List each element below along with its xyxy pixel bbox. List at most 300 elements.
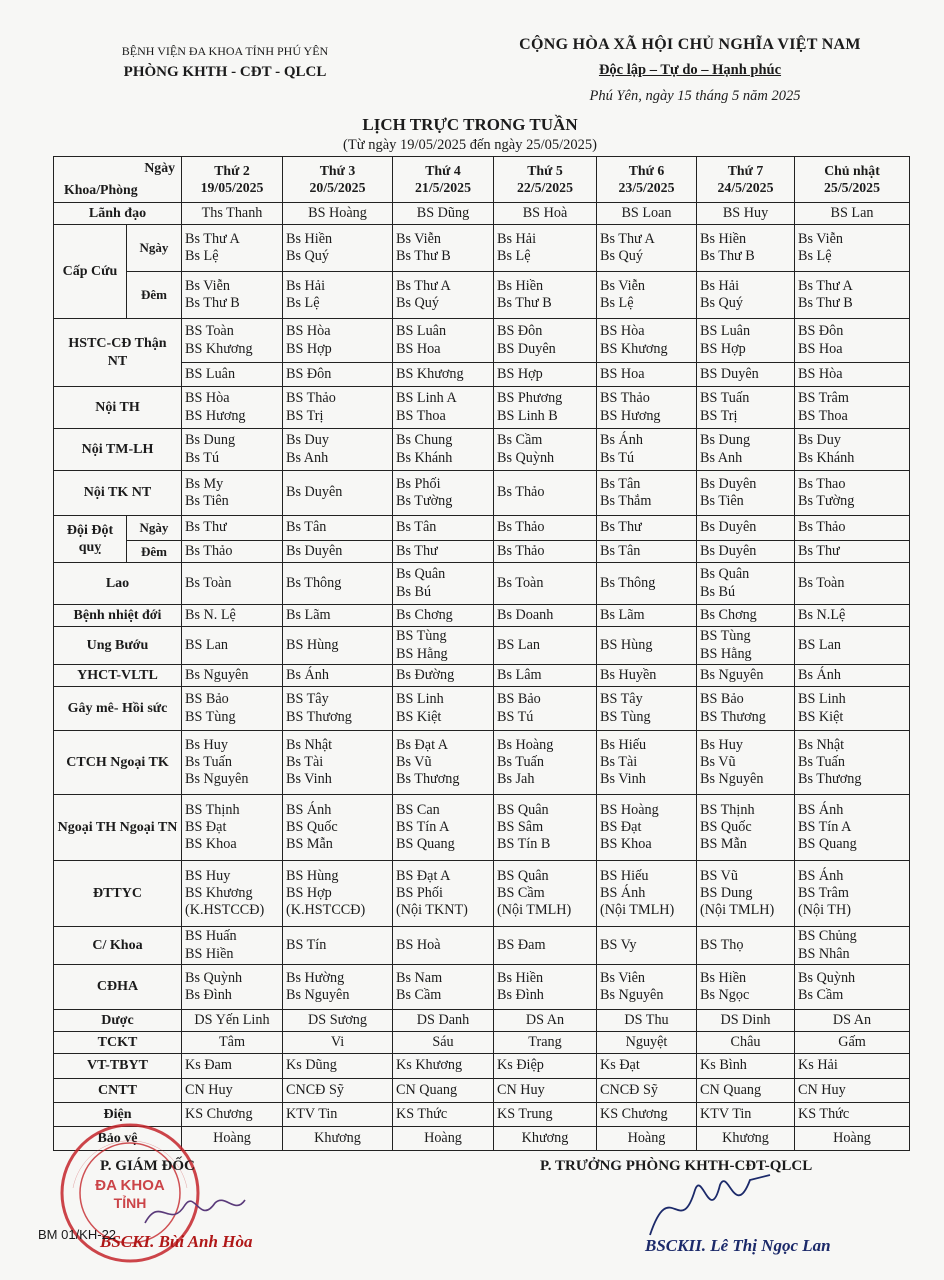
staff-name: BS Thảo — [286, 390, 336, 407]
duty-cell — [393, 203, 494, 225]
duty-cell — [393, 272, 494, 319]
staff-name: Bs Tân — [600, 542, 641, 559]
staff-name: BS Thịnh — [185, 801, 240, 818]
table-row — [54, 363, 910, 387]
duty-cell — [283, 605, 393, 627]
staff-name: BS Vy — [600, 936, 637, 953]
staff-name: Sáu — [432, 1033, 454, 1050]
duty-cell — [795, 861, 910, 927]
staff-name: Bs Nguyên — [700, 771, 764, 788]
staff-name: (Nội TKNT) — [396, 902, 468, 919]
staff-name: BS Luân — [700, 323, 751, 340]
staff-name: BS Tùng — [185, 708, 236, 725]
duty-cell — [393, 1010, 494, 1032]
staff-name: Bs Thắm — [600, 493, 652, 509]
duty-cell — [597, 605, 697, 627]
department-cell: Lãnh đạo — [54, 203, 182, 225]
duty-cell — [795, 965, 910, 1010]
department-cell: Ung Bướu — [54, 627, 182, 665]
duty-cell — [182, 627, 283, 665]
document-date: Phú Yên, ngày 15 tháng 5 năm 2025 — [589, 88, 801, 104]
staff-name: BS Hợp — [286, 340, 332, 357]
duty-cell — [182, 861, 283, 927]
staff-name: KS Thức — [798, 1105, 850, 1122]
staff-name: Bs Ánh — [798, 666, 841, 683]
day-name: Thứ 7 — [727, 162, 764, 178]
staff-name: BS Thọ — [700, 936, 744, 953]
duty-cell — [697, 861, 795, 927]
duty-cell — [182, 1054, 283, 1079]
duty-cell — [697, 387, 795, 429]
duty-cell — [182, 1032, 283, 1054]
staff-name: (K.HSTCCĐ) — [286, 902, 366, 919]
table-row — [54, 516, 910, 541]
staff-name: Bs Chung — [396, 432, 453, 449]
duty-cell — [283, 627, 393, 665]
duty-cell — [494, 665, 597, 687]
duty-cell — [283, 795, 393, 861]
day-name: Thứ 3 — [319, 162, 356, 178]
staff-name: KS Trung — [497, 1105, 553, 1122]
staff-name: CN Huy — [497, 1081, 545, 1098]
staff-name: Bs Lệ — [600, 295, 634, 311]
staff-name: Bs Vũ — [700, 753, 736, 770]
staff-name: Bs Viễn — [798, 230, 843, 247]
duty-cell — [283, 1103, 393, 1127]
table-header-row — [54, 157, 910, 203]
staff-name: BS Hoa — [396, 340, 441, 357]
staff-name: BS Quốc — [286, 818, 338, 835]
staff-name: Bs Tường — [798, 493, 855, 509]
staff-name: CNCĐ Sỹ — [286, 1081, 344, 1098]
duty-cell — [182, 272, 283, 319]
duty-cell — [795, 605, 910, 627]
left-signer-name: BSCKI. Bùi Anh Hòa — [100, 1232, 253, 1251]
duty-cell — [597, 1127, 697, 1151]
document-title: LỊCH TRỰC TRONG TUẦN — [362, 115, 578, 134]
day-date: 22/5/2025 — [517, 179, 573, 195]
staff-name: BS Khương — [396, 365, 464, 382]
staff-name: Bs Toàn — [185, 574, 232, 591]
staff-name: BS Đam — [497, 936, 546, 953]
department-cell: TCKT — [54, 1032, 182, 1054]
staff-name: BS Luân — [185, 365, 236, 382]
staff-name: Bs Nguyên — [700, 666, 764, 683]
duty-cell — [393, 965, 494, 1010]
department-cell: VT-TBYT — [54, 1054, 182, 1079]
staff-name: Bs Thư A — [185, 230, 240, 247]
day-header — [494, 157, 597, 203]
staff-name: (Nội TH) — [798, 902, 851, 919]
duty-cell — [393, 1032, 494, 1054]
staff-name: Hoàng — [627, 1129, 666, 1146]
duty-cell — [494, 1054, 597, 1079]
staff-name: BS Đạt — [185, 818, 227, 835]
staff-name: Ks Hải — [798, 1057, 838, 1074]
duty-cell — [795, 429, 910, 471]
day-name: Chủ nhật — [824, 162, 880, 178]
staff-name: BS Lan — [497, 636, 540, 653]
duty-cell — [283, 965, 393, 1010]
corner-dept-label: Khoa/Phòng — [64, 182, 138, 198]
duty-cell — [283, 363, 393, 387]
department-name: PHÒNG KHTH - CĐT - QLCL — [123, 64, 327, 80]
duty-cell — [393, 563, 494, 605]
staff-name: CN Huy — [185, 1081, 233, 1098]
department-cell: HSTC-CĐ Thận NT — [54, 319, 182, 387]
duty-cell — [182, 927, 283, 965]
staff-name: Bs Hiền — [700, 230, 747, 247]
staff-name: Bs Quý — [600, 248, 643, 264]
staff-name: BS Duyên — [497, 340, 556, 357]
staff-name: Bs Quỳnh — [185, 969, 243, 986]
duty-cell — [697, 665, 795, 687]
duty-cell — [494, 687, 597, 731]
duty-cell — [494, 861, 597, 927]
staff-name: BS Tín B — [497, 836, 551, 853]
staff-name: CNCĐ Sỹ — [600, 1081, 658, 1098]
staff-name: BS Sâm — [497, 818, 544, 835]
staff-name: Hoàng — [424, 1129, 462, 1146]
staff-name: Bs Thảo — [497, 519, 545, 536]
duty-cell — [795, 541, 910, 563]
corner-header — [54, 157, 182, 203]
day-header — [795, 157, 910, 203]
duty-cell — [182, 1079, 283, 1103]
duty-cell — [795, 203, 910, 225]
table-row — [54, 563, 910, 605]
duty-cell — [182, 541, 283, 563]
staff-name: Bs Chơng — [700, 606, 757, 623]
staff-name: (Nội TMLH) — [700, 902, 775, 919]
duty-cell — [597, 927, 697, 965]
staff-name: BS Quang — [798, 836, 857, 853]
staff-name: BS Cầm — [497, 884, 545, 901]
duty-cell — [182, 363, 283, 387]
staff-name: DS Sương — [308, 1011, 367, 1028]
staff-name: Bs Lệ — [185, 248, 219, 264]
duty-cell — [494, 225, 597, 272]
duty-schedule-table — [53, 156, 910, 1151]
duty-cell — [795, 1079, 910, 1103]
staff-name: Bs Hiền — [497, 277, 544, 294]
duty-cell — [393, 665, 494, 687]
staff-name: Bs Thư B — [700, 248, 755, 264]
department-cell: Đội Đột quỵ — [54, 516, 127, 563]
duty-cell — [393, 627, 494, 665]
duty-cell — [494, 541, 597, 563]
duty-cell — [795, 1103, 910, 1127]
duty-cell — [283, 1079, 393, 1103]
staff-name: BS Hoà — [522, 204, 568, 221]
staff-name: BS Hùng — [286, 636, 339, 653]
table-row — [54, 605, 910, 627]
duty-cell — [597, 541, 697, 563]
staff-name: KS Chương — [185, 1105, 253, 1122]
staff-name: Ks Đam — [185, 1057, 232, 1074]
staff-name: Bs Duyên — [286, 484, 343, 501]
duty-cell — [597, 516, 697, 541]
staff-name: BS Tùng — [396, 628, 447, 645]
staff-name: BS Huy — [722, 204, 769, 221]
staff-name: KS Chương — [600, 1105, 668, 1122]
staff-name: BS Khương — [600, 340, 668, 357]
duty-cell — [494, 319, 597, 363]
duty-cell — [597, 1032, 697, 1054]
duty-cell — [597, 1103, 697, 1127]
staff-name: BS Đạt A — [396, 867, 451, 884]
staff-name: Châu — [730, 1033, 761, 1050]
staff-name: Bs Hải — [700, 277, 740, 294]
left-signer-title: P. GIÁM ĐỐC — [100, 1158, 195, 1174]
staff-name: Bs Thảo — [185, 542, 233, 559]
staff-name: BS Thoa — [396, 407, 446, 424]
staff-name: BS Ánh — [798, 801, 844, 818]
staff-name: BS Thảo — [600, 390, 650, 407]
staff-name: KS Thức — [396, 1105, 448, 1122]
duty-cell — [283, 563, 393, 605]
staff-name: Bs Tường — [396, 493, 453, 509]
staff-name: Bs Thư B — [185, 295, 240, 311]
duty-cell — [494, 1079, 597, 1103]
duty-cell — [597, 627, 697, 665]
left-signature-scribble — [140, 1185, 250, 1235]
staff-name: BS Linh — [396, 691, 444, 708]
duty-cell — [795, 627, 910, 665]
duty-cell — [182, 731, 283, 795]
staff-name: BS Duyên — [700, 365, 759, 382]
staff-name: BS Hiền — [185, 945, 234, 962]
shift-cell: Đêm — [127, 541, 182, 563]
staff-name: CN Quang — [396, 1081, 458, 1098]
staff-name: Bs Cầm — [798, 987, 844, 1003]
staff-name: BS Toàn — [185, 323, 234, 340]
duty-cell — [697, 1010, 795, 1032]
duty-cell — [182, 319, 283, 363]
duty-cell — [494, 429, 597, 471]
day-header — [597, 157, 697, 203]
staff-name: BS Khoa — [600, 836, 652, 853]
staff-name: Bs Thư B — [798, 295, 853, 311]
staff-name: BS Mẫn — [700, 836, 747, 853]
staff-name: BS Dung — [700, 884, 753, 901]
staff-name: Bs Tài — [600, 753, 638, 770]
staff-name: Bs Nguyên — [286, 987, 350, 1003]
table-row — [54, 429, 910, 471]
right-signature-scribble — [640, 1165, 780, 1245]
staff-name: Bs Viễn — [600, 277, 645, 294]
duty-cell — [795, 563, 910, 605]
svg-text:ĐA KHOA: ĐA KHOA — [95, 1177, 165, 1194]
duty-cell — [283, 319, 393, 363]
document-subtitle: (Từ ngày 19/05/2025 đến ngày 25/05/2025) — [343, 137, 597, 153]
staff-name: BS Hòa — [185, 390, 230, 407]
duty-cell — [697, 319, 795, 363]
staff-name: Bs Đạt A — [396, 736, 449, 753]
department-cell: Nội TH — [54, 387, 182, 429]
duty-cell — [597, 563, 697, 605]
table-row — [54, 319, 910, 363]
day-header — [393, 157, 494, 203]
staff-name: Bs Thông — [286, 574, 342, 591]
staff-name: BS Ánh — [798, 867, 844, 884]
table-row — [54, 471, 910, 516]
table-row — [54, 927, 910, 965]
svg-text:TỈNH: TỈNH — [113, 1195, 147, 1211]
table-row — [54, 1032, 910, 1054]
staff-name: BS Đôn — [286, 365, 332, 382]
duty-cell — [597, 471, 697, 516]
staff-name: Bs Tiên — [185, 493, 229, 509]
staff-name: BS Hùng — [600, 636, 653, 653]
staff-name: BS Tuấn — [700, 390, 750, 407]
duty-cell — [795, 319, 910, 363]
duty-cell — [697, 203, 795, 225]
table-row — [54, 627, 910, 665]
shift-cell: Đêm — [127, 272, 182, 319]
staff-name: Bs Huyền — [600, 666, 657, 683]
staff-name: Nguyệt — [625, 1033, 668, 1050]
department-cell: CTCH Ngoại TK — [54, 731, 182, 795]
duty-cell — [795, 665, 910, 687]
right-signer-name: BSCKII. Lê Thị Ngọc Lan — [645, 1236, 831, 1255]
duty-cell — [393, 1103, 494, 1127]
duty-cell — [283, 687, 393, 731]
department-cell: CNTT — [54, 1079, 182, 1103]
staff-name: (K.HSTCCĐ) — [185, 902, 265, 919]
duty-cell — [283, 665, 393, 687]
staff-name: BS Bảo — [185, 691, 229, 708]
staff-name: Bs Jah — [497, 771, 535, 788]
staff-name: Bs Viên — [600, 969, 645, 986]
staff-name: Bs Tài — [286, 753, 324, 770]
staff-name: BS Quân — [497, 801, 549, 818]
staff-name: BS Linh — [798, 691, 846, 708]
duty-cell — [283, 387, 393, 429]
duty-cell — [697, 1127, 795, 1151]
motto: Độc lập – Tự do – Hạnh phúc — [598, 62, 782, 78]
staff-name: Bs Dung — [185, 432, 236, 449]
staff-name: Bs Vinh — [286, 771, 332, 788]
duty-cell — [795, 471, 910, 516]
staff-name: Bs Lệ — [798, 248, 832, 264]
staff-name: BS Luân — [396, 323, 447, 340]
duty-cell — [393, 1054, 494, 1079]
duty-cell — [283, 203, 393, 225]
duty-cell — [597, 1010, 697, 1032]
staff-name: BS Hòa — [600, 323, 645, 340]
duty-cell — [494, 203, 597, 225]
staff-name: BS Ánh — [600, 884, 646, 901]
hospital-name: BỆNH VIỆN ĐA KHOA TỈNH PHÚ YÊN — [121, 44, 329, 58]
duty-cell — [597, 203, 697, 225]
table-row — [54, 965, 910, 1010]
duty-cell — [494, 605, 597, 627]
staff-name: BS Khương — [185, 340, 253, 357]
staff-name: BS Hùng — [286, 867, 339, 884]
duty-cell — [182, 605, 283, 627]
duty-cell — [182, 516, 283, 541]
shift-cell: Ngày — [127, 516, 182, 541]
duty-cell — [597, 795, 697, 861]
staff-name: BS Tùng — [600, 708, 651, 725]
staff-name: Bs Tuấn — [798, 753, 845, 770]
form-code: BM 01/KH-22 — [38, 1227, 117, 1242]
staff-name: Khương — [521, 1129, 569, 1146]
staff-name: Bs Khánh — [396, 449, 453, 466]
staff-name: BS Đạt — [600, 818, 642, 835]
table-row — [54, 225, 910, 272]
staff-name: Bs Quân — [700, 566, 750, 583]
duty-cell — [494, 795, 597, 861]
department-cell: Nội TM-LH — [54, 429, 182, 471]
duty-cell — [597, 272, 697, 319]
duty-cell — [393, 429, 494, 471]
duty-cell — [795, 387, 910, 429]
staff-name: Bs Tân — [600, 475, 641, 492]
duty-cell — [393, 225, 494, 272]
staff-name: BS Lan — [185, 636, 228, 653]
staff-name: Bs Thư B — [396, 248, 451, 264]
staff-name: Bs Hiền — [700, 969, 747, 986]
duty-cell — [597, 731, 697, 795]
staff-name: DS Yến Linh — [194, 1011, 270, 1028]
table-row — [54, 541, 910, 563]
table-row — [54, 203, 910, 225]
duty-cell — [697, 731, 795, 795]
staff-name: KTV Tin — [286, 1105, 338, 1122]
staff-name: BS Hợp — [286, 884, 332, 901]
staff-name: BS Lan — [830, 204, 874, 221]
duty-cell — [182, 563, 283, 605]
staff-name: Bs Lâm — [497, 666, 542, 683]
staff-name: BS Hằng — [700, 645, 752, 662]
republic-title: CỘNG HÒA XÃ HỘI CHỦ NGHĨA VIỆT NAM — [519, 36, 861, 53]
staff-name: BS Hợp — [700, 340, 746, 357]
duty-cell — [393, 387, 494, 429]
day-name: Thứ 2 — [214, 162, 250, 178]
duty-cell — [597, 687, 697, 731]
duty-cell — [795, 1054, 910, 1079]
duty-cell — [597, 363, 697, 387]
staff-name: Ks Khương — [396, 1057, 463, 1074]
duty-cell — [697, 541, 795, 563]
staff-name: BS Linh A — [396, 390, 457, 407]
staff-name: Bs Quý — [396, 295, 439, 311]
day-name: Thứ 6 — [628, 162, 665, 178]
staff-name: Bs Quý — [286, 248, 329, 264]
table-row — [54, 387, 910, 429]
department-cell: Ngoại TH Ngoại TN — [54, 795, 182, 861]
staff-name: Bs Hải — [497, 230, 537, 247]
staff-name: Bs Huy — [185, 736, 228, 753]
duty-cell — [494, 516, 597, 541]
duty-cell — [494, 471, 597, 516]
staff-name: Bs Thương — [798, 771, 862, 788]
department-cell: CĐHA — [54, 965, 182, 1010]
staff-name: Bs Thảo — [497, 484, 545, 501]
staff-name: BS Tín — [286, 936, 327, 953]
duty-cell — [697, 429, 795, 471]
staff-name: Bs Nguyên — [185, 666, 249, 683]
day-date: 24/5/2025 — [717, 179, 774, 195]
staff-name: Bs Nguyên — [600, 987, 664, 1003]
staff-name: BS Tây — [286, 691, 329, 708]
staff-name: Bs Duyên — [700, 519, 757, 536]
staff-name: DS Thu — [624, 1011, 669, 1028]
staff-name: Bs Lãm — [286, 606, 331, 623]
staff-name: Bs Tuấn — [185, 753, 232, 770]
